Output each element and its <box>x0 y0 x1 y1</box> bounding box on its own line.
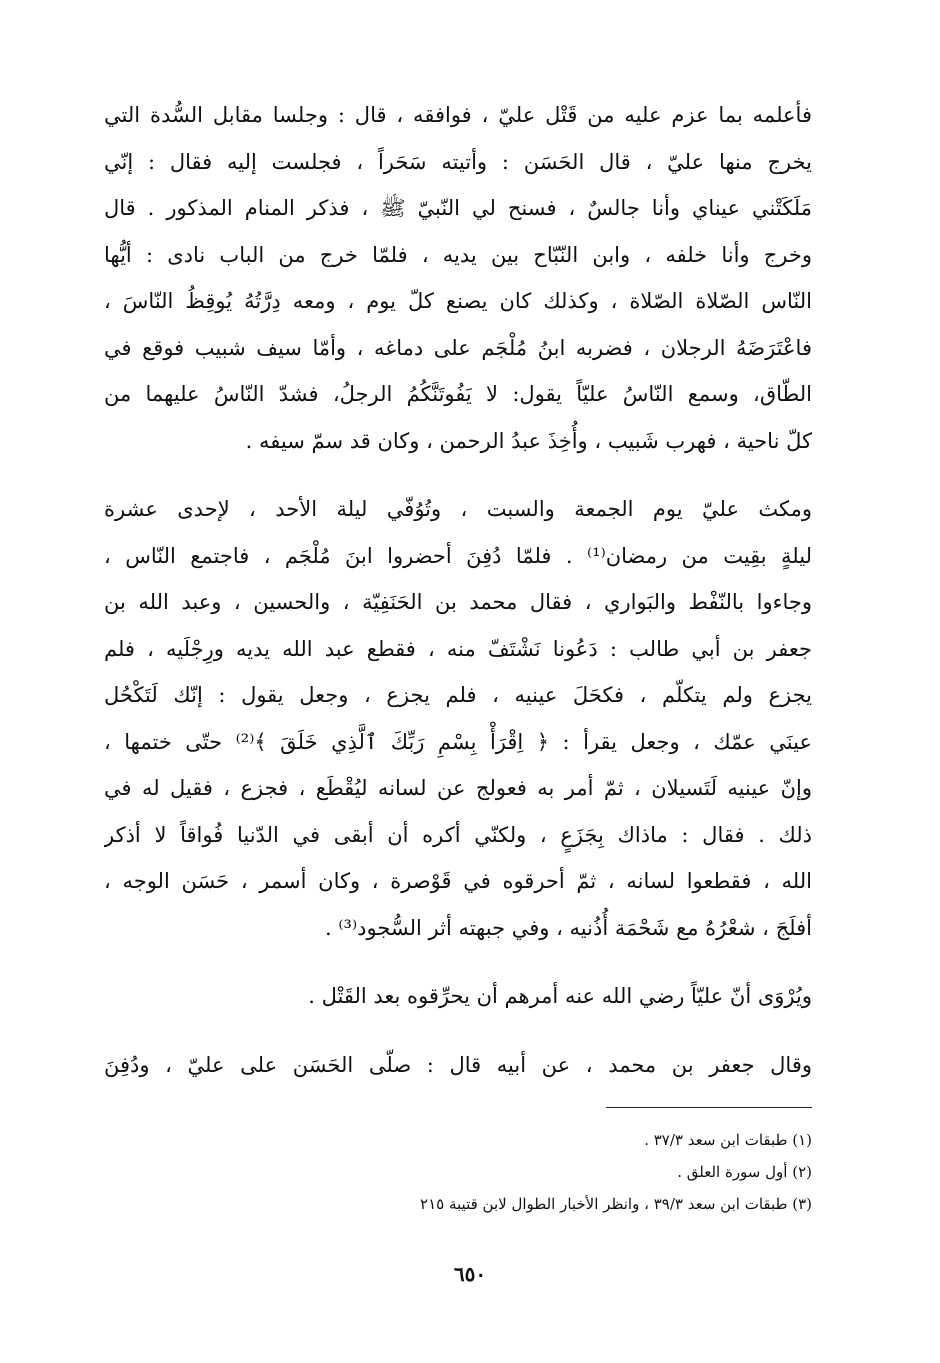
text-line: يجزع ولم يتكلّم ، فكحَلَ عينيه ، فلم يجزع ، وجعل يقول : إنّك لَتَكْحُل <box>104 683 812 707</box>
footnote-separator <box>606 1107 812 1108</box>
text-line: جعفر بن أبي طالب : دَعُونا نَشْتَفّ منه ، فقطع عبد الله يديه ورِجْلَيه ، فلم <box>104 636 812 661</box>
text-line: وقال جعفر بن محمد ، عن أبيه قال : صلّى الحَسَن على عليّ ، ودُفِنَ <box>104 1052 812 1077</box>
text-line: وخرج وأنا خلفه ، وابن النّبّاح بين يديه ، فلمّا خرج من الباب نادى : أيُّها <box>104 242 812 267</box>
page-number: ٦٥٠ <box>453 1262 487 1286</box>
text-line: وإنّ عينيه لَتَسيلان ، ثمّ أمر به فعولج عن لسانه ليُقْطَع ، فجزع ، فقيل له في <box>104 776 812 800</box>
paragraph-2 <box>104 486 812 951</box>
text-line: عينَي عمّك ، وجعل يقرأ : ﴿ اِقْرَأْ بِسْمِ رَبِّكَ ٱلَّذِي خَلَقَ ﴾⁽²⁾ حتّى ختمها ، <box>104 729 812 754</box>
text-line: الله ، فقطعوا لسانه ، ثمّ أحرقوه في قَوْصرة ، وكان أسمر ، حَسَن الوجه ، <box>104 869 812 893</box>
text-line: كلّ ناحية ، فهرب شَبيب ، وأُخِذَ عبدُ الرحمن ، وكان قد سمّ سيفه . <box>245 428 812 453</box>
footnote: (٣) طبقات ابن سعد ٣٩/٣ ، وانظر الأخبار الطوال لابن قتيبة ٢١٥ <box>420 1195 812 1213</box>
text-line: ومكث عليّ يوم الجمعة والسبت ، وتُوُفّي ليلة الأحد ، لإحدى عشرة <box>104 497 812 521</box>
text-line: فأعلمه بما عزم عليه من قَتْل عليّ ، فوافقه ، قال : وجلسا مقابل السُّدة التي <box>104 103 812 127</box>
footnote: (١) طبقات ابن سعد ٣٧/٣ . <box>644 1131 812 1149</box>
footnote: (٢) أول سورة العلق . <box>677 1163 812 1181</box>
text-line: مَلَكَتْني عيناي وأنا جالسٌ ، فسنح لي النّبيّ ﷺ ، فذكر المنام المذكور . قال <box>104 196 812 220</box>
text-line: الطّاق، وسمع النّاسُ عليّاً يقول: لا يَفُوتَنَّكُمُ الرجلُ، فشدّ النّاسُ عليهما من <box>104 382 812 406</box>
text-line: ليلةٍ بقِيت من رمضان⁽¹⁾ . فلمّا دُفِنَ أحضروا ابنَ مُلْجَم ، فاجتمع النّاس ، <box>104 543 812 568</box>
text-line: أفلَجَ ، شعْرُهُ مع شَحْمَة أُذُنيه ، وفي جبهته أثر السُّجود⁽³⁾ . <box>325 915 812 940</box>
paragraph-4 <box>104 1042 812 1089</box>
main-text <box>104 92 812 1088</box>
text-line: يخرج منها عليّ ، قال الحَسَن : وأتيته سَحَراً ، فجلست إليه فقال : إنّي <box>104 149 812 174</box>
footnotes <box>300 1124 812 1220</box>
text-line: فاعْتَرَضَهُ الرجلان ، فضربه ابنُ مُلْجَم على دماغه ، وأمّا سيف شبيب فوقع في <box>104 335 812 360</box>
text-line: ويُرْوَى أنّ عليّاً رضي الله عنه أمرهم أن يحرِّقوه بعد القَتْل . <box>308 984 812 1008</box>
paragraph-1 <box>104 92 812 464</box>
paragraph-3 <box>104 973 812 1020</box>
paragraph-gap <box>104 951 812 973</box>
text-line: وجاءوا بالنّفْط والبَواري ، فقال محمد بن الحَنَفِيّة ، والحسين ، وعبد الله بن <box>104 590 812 614</box>
paragraph-gap <box>104 464 812 486</box>
text-line: النّاس الصّلاة الصّلاة ، وكذلك كان يصنع كلّ يوم ، ومعه دِرَّتُهُ يُوقِظُ النّاسَ ، <box>104 289 812 313</box>
paragraph-gap <box>104 1020 812 1042</box>
text-line: ذلك . فقال : ماذاك بِجَزَعٍ ، ولكنّي أكره أن أبقى في الدّنيا فُواقاً لا أذكر <box>104 822 812 847</box>
